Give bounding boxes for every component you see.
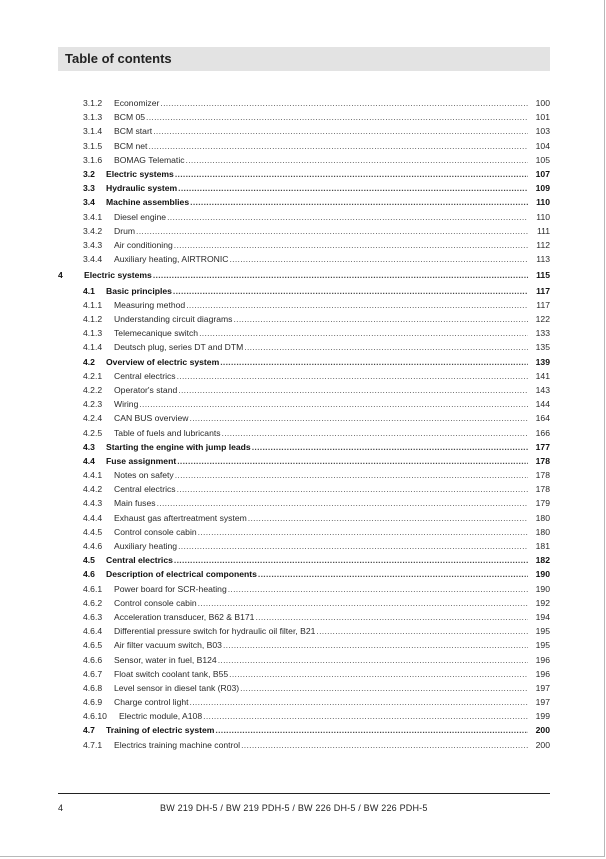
- toc-entry-title: Electrics training machine control: [114, 739, 241, 750]
- dot-leader: [215, 723, 528, 737]
- toc-entry-number: 3.4.1: [83, 211, 103, 222]
- toc-entry[interactable]: [58, 653, 550, 667]
- toc-entry-number: 3.1.2: [83, 98, 103, 108]
- toc-entry-page: 122: [535, 314, 550, 325]
- toc-entry-title: BCM 05: [114, 112, 146, 123]
- toc-entry-number: 4.6.3: [83, 611, 103, 622]
- toc-entry-number: 4.4.2: [83, 484, 103, 495]
- toc-entry-page: 109: [535, 183, 550, 194]
- toc-entry[interactable]: [58, 397, 550, 411]
- toc-entry-title-wrap: [106, 195, 528, 209]
- toc-entry-title-wrap: [114, 124, 528, 138]
- toc-entry-number: 4.4: [83, 455, 95, 466]
- toc-entry-number: 3.1.3: [83, 112, 103, 123]
- toc-entry-number: 4.6.10: [83, 711, 107, 722]
- toc-entry-title: Understanding circuit diagrams: [114, 314, 233, 325]
- toc-entry-page: 178: [535, 470, 550, 481]
- toc-entry-number: 4.6: [83, 569, 95, 580]
- toc-entry-title-wrap: [114, 153, 528, 167]
- toc-entry-title: Charge control light: [114, 697, 189, 708]
- toc-entry[interactable]: [58, 383, 550, 397]
- toc-entry-title: Electric module, A108: [119, 711, 203, 722]
- toc-entry-number: 4.6.7: [83, 668, 103, 679]
- toc-entry-title-wrap: [106, 567, 528, 581]
- dot-leader: [255, 610, 528, 624]
- toc-entry-title: Machine assemblies: [106, 197, 190, 208]
- toc-entry[interactable]: [58, 284, 550, 298]
- toc-entry-number: 4.4.1: [83, 470, 103, 481]
- toc-entry-title-wrap: [114, 383, 528, 397]
- toc-entry-title: Control console cabin: [114, 526, 197, 537]
- toc-entry-title-wrap: [106, 355, 528, 369]
- toc-entry-number: 4.6.8: [83, 682, 103, 693]
- toc-entry[interactable]: [58, 426, 550, 440]
- toc-entry-title: Starting the engine with jump leads: [106, 441, 251, 452]
- dot-leader: [146, 110, 528, 124]
- toc-entry-title: Air conditioning: [114, 239, 173, 250]
- toc-entry-title: Differential pressure switch for hydraulic oil filter, B21: [114, 626, 316, 637]
- dot-leader: [220, 355, 528, 369]
- footer-model-line: BW 219 DH-5 / BW 219 PDH-5 / BW 226 DH-5 / BW 226 PDH-5: [160, 803, 428, 813]
- toc-entry-number: 4.4.3: [83, 498, 103, 509]
- toc-entry-title: Auxiliary heating: [114, 541, 178, 552]
- toc-entry-title-wrap: [114, 638, 528, 652]
- toc-entry-page: 141: [535, 370, 550, 381]
- toc-entry-title: BOMAG Telematic: [114, 154, 185, 165]
- toc-entry-page: 112: [536, 239, 550, 250]
- toc-entry-page: 181: [535, 541, 550, 552]
- toc-entry-title: Drum: [114, 225, 136, 236]
- dot-leader: [258, 567, 528, 581]
- toc-entry-page: 164: [535, 413, 550, 424]
- toc-entry-page: 179: [535, 498, 550, 509]
- toc-entry-number: 3.1.6: [83, 154, 103, 165]
- toc-entry-title-wrap: [114, 397, 528, 411]
- toc-entry-title: Acceleration transducer, B62 & B171: [114, 611, 255, 622]
- dot-leader: [228, 582, 528, 596]
- toc-entry-page: 195: [535, 626, 550, 637]
- toc-entry-number: 4.2.5: [83, 427, 103, 438]
- dot-leader: [241, 738, 528, 752]
- toc-entry[interactable]: [58, 96, 550, 110]
- toc-entry-page: 180: [535, 526, 550, 537]
- toc-entry-page: 166: [535, 427, 550, 438]
- toc-entry[interactable]: [58, 267, 550, 283]
- toc-entry[interactable]: [58, 340, 550, 354]
- toc-entry-title: Notes on safety: [114, 470, 174, 481]
- toc-entry-title: Central electrics: [106, 555, 173, 566]
- toc-entry-title: Power board for SCR-heating: [114, 583, 227, 594]
- toc-entry-title-wrap: [114, 238, 528, 252]
- toc-entry-page: 178: [535, 455, 550, 466]
- dot-leader: [186, 153, 528, 167]
- toc-entry-number: 4.6.2: [83, 597, 103, 608]
- toc-entry-title-wrap: [114, 653, 528, 667]
- toc-entry[interactable]: [58, 440, 550, 454]
- toc-entry-title: Deutsch plug, series DT and DTM: [114, 342, 244, 353]
- toc-entry-title-wrap: [114, 539, 528, 553]
- toc-entry-page: 111: [536, 225, 550, 236]
- toc-entry[interactable]: [58, 511, 550, 525]
- dot-leader: [203, 709, 528, 723]
- dot-leader: [186, 298, 528, 312]
- toc-entry-title-wrap: [114, 139, 528, 153]
- dot-leader: [173, 284, 528, 298]
- toc-entry-title-wrap: [114, 298, 528, 312]
- toc-entry-title-wrap: [114, 312, 528, 326]
- toc-entry[interactable]: [58, 624, 550, 638]
- dot-leader: [218, 653, 528, 667]
- toc-entry-number: 4.3: [83, 441, 95, 452]
- dot-leader: [233, 312, 528, 326]
- toc-entry-title: Electric systems: [84, 270, 152, 281]
- toc-entry-page: 200: [535, 725, 550, 736]
- toc-entry-number: 4.4.4: [83, 512, 103, 523]
- toc-entry-title-wrap: [114, 96, 528, 110]
- toc-entry-page: 101: [535, 112, 550, 123]
- toc-entry-page: 197: [535, 682, 550, 693]
- toc-entry-page: 195: [535, 640, 550, 651]
- toc-entry-title: Central electrics: [114, 484, 176, 495]
- toc-entry[interactable]: [58, 355, 550, 369]
- toc-entry[interactable]: [58, 482, 550, 496]
- toc-entry[interactable]: [58, 124, 550, 138]
- toc-entry-number: 4.1.2: [83, 314, 103, 325]
- toc-entry-title-wrap: [106, 454, 528, 468]
- toc-entry[interactable]: [58, 695, 550, 709]
- toc-entry-number: 3.3: [83, 183, 95, 194]
- toc-entry[interactable]: [58, 567, 550, 581]
- toc-entry[interactable]: [58, 709, 550, 723]
- toc-entry-number: 4.2: [83, 356, 95, 367]
- toc-entry[interactable]: [58, 525, 550, 539]
- toc-entry-page: 135: [535, 342, 550, 353]
- toc-entry[interactable]: [58, 582, 550, 596]
- toc-entry[interactable]: [58, 167, 550, 181]
- toc-entry-title-wrap: [106, 440, 528, 454]
- toc-entry[interactable]: [58, 553, 550, 567]
- toc-entry-title-wrap: [114, 468, 528, 482]
- toc-entry-title: Telemecanique switch: [114, 328, 199, 339]
- footer-divider: [58, 793, 550, 794]
- dot-leader: [244, 340, 528, 354]
- toc-entry-title-wrap: [106, 167, 528, 181]
- toc-entry-title: Central electrics: [114, 370, 176, 381]
- toc-entry-title: Training of electric system: [106, 725, 215, 736]
- toc-entry-title: Basic principles: [106, 285, 172, 296]
- toc-entry-number: 4.6.5: [83, 640, 103, 651]
- toc-entry-title: Description of electrical components: [106, 569, 257, 580]
- dot-leader: [139, 397, 528, 411]
- toc-entry-title: BCM net: [114, 140, 148, 151]
- toc-entry[interactable]: [58, 181, 550, 195]
- toc-entry[interactable]: [58, 411, 550, 425]
- toc-entry-title-wrap: [114, 681, 528, 695]
- toc-entry-number: 4.4.6: [83, 541, 103, 552]
- toc-entry[interactable]: [58, 454, 550, 468]
- toc-entry-title-wrap: [114, 525, 528, 539]
- toc-entry-title: Overview of electric system: [106, 356, 220, 367]
- toc-entry-number: 3.4: [83, 197, 95, 208]
- toc-entry[interactable]: [58, 723, 550, 737]
- toc-entry[interactable]: [58, 681, 550, 695]
- toc-entry-number: 4.7.1: [83, 739, 103, 750]
- toc-entry-number: 3.1.4: [83, 126, 103, 137]
- dot-leader: [198, 525, 528, 539]
- page-title: Table of contents: [65, 51, 172, 66]
- toc-entry-number: 4.1.1: [83, 299, 103, 310]
- toc-entry-number: 4.1: [83, 285, 95, 296]
- toc-entry-title-wrap: [114, 695, 528, 709]
- toc-entry-title-wrap: [114, 610, 528, 624]
- dot-leader: [178, 383, 528, 397]
- toc-entry-title: Wiring: [114, 399, 139, 410]
- dot-leader: [240, 681, 528, 695]
- toc-entry-title: Operator's stand: [114, 384, 178, 395]
- toc-entry-title: Table of fuels and lubricants: [114, 427, 221, 438]
- toc-entry-title: Fuse assignment: [106, 455, 177, 466]
- toc-entry[interactable]: [58, 153, 550, 167]
- toc-entry-page: 197: [535, 697, 550, 708]
- dot-leader: [175, 167, 528, 181]
- toc-entry[interactable]: [58, 195, 550, 209]
- toc-entry-title: Control console cabin: [114, 597, 197, 608]
- toc-entry-page: 100: [535, 98, 550, 108]
- toc-entry[interactable]: [58, 667, 550, 681]
- dot-leader: [157, 496, 528, 510]
- toc-entry-title-wrap: [114, 110, 528, 124]
- toc-entry[interactable]: [58, 312, 550, 326]
- toc-entry-title: Measuring method: [114, 299, 186, 310]
- dot-leader: [190, 695, 528, 709]
- dot-leader: [174, 238, 528, 252]
- toc-entry-page: 105: [535, 154, 550, 165]
- toc-entry-page: 180: [535, 512, 550, 523]
- toc-entry-title: CAN BUS overview: [114, 413, 189, 424]
- dot-leader: [316, 624, 528, 638]
- toc-entry[interactable]: [58, 110, 550, 124]
- toc-entry-number: 4.6.1: [83, 583, 103, 594]
- table-of-contents: [58, 96, 550, 752]
- toc-entry-page: 190: [535, 583, 550, 594]
- toc-entry[interactable]: [58, 326, 550, 340]
- toc-entry-title-wrap: [114, 596, 528, 610]
- toc-entry-title-wrap: [106, 553, 528, 567]
- toc-entry-page: 110: [536, 197, 550, 208]
- toc-entry[interactable]: [58, 596, 550, 610]
- toc-entry-title-wrap: [114, 667, 528, 681]
- dot-leader: [136, 224, 528, 238]
- dot-leader: [174, 553, 528, 567]
- dot-leader: [175, 468, 528, 482]
- dot-leader: [229, 252, 528, 266]
- toc-entry-title: BCM start: [114, 126, 153, 137]
- toc-entry-number: 4.6.4: [83, 626, 103, 637]
- toc-entry[interactable]: [58, 638, 550, 652]
- toc-entry-number: 4.1.3: [83, 328, 103, 339]
- dot-leader: [178, 539, 528, 553]
- toc-entry[interactable]: [58, 610, 550, 624]
- toc-entry-page: 110: [536, 211, 550, 222]
- toc-entry-title-wrap: [114, 426, 528, 440]
- dot-leader: [177, 482, 528, 496]
- toc-entry-title-wrap: [84, 267, 528, 283]
- toc-entry-title-wrap: [114, 411, 528, 425]
- toc-entry-number: 4.6.9: [83, 697, 103, 708]
- dot-leader: [198, 596, 528, 610]
- toc-entry-page: 143: [535, 384, 550, 395]
- toc-entry[interactable]: [58, 738, 550, 752]
- toc-entry-number: 4: [58, 270, 63, 281]
- toc-entry-title-wrap: [114, 482, 528, 496]
- toc-entry-title: Main fuses: [114, 498, 156, 509]
- toc-entry-number: 4.6.6: [83, 654, 103, 665]
- toc-entry-number: 4.2.4: [83, 413, 103, 424]
- toc-entry-number: 4.2.2: [83, 384, 103, 395]
- toc-entry-number: 3.4.4: [83, 254, 103, 265]
- toc-entry-number: 4.1.4: [83, 342, 103, 353]
- section-header: [58, 47, 550, 71]
- toc-entry-title: Sensor, water in fuel, B124: [114, 654, 217, 665]
- toc-entry-number: 4.2.3: [83, 399, 103, 410]
- dot-leader: [248, 511, 528, 525]
- toc-entry-title-wrap: [114, 224, 528, 238]
- dot-leader: [229, 667, 528, 681]
- toc-entry-number: 3.2: [83, 168, 95, 179]
- toc-entry-title: Economizer: [114, 98, 160, 108]
- toc-entry-title-wrap: [114, 582, 528, 596]
- toc-entry-title-wrap: [114, 210, 528, 224]
- toc-entry-page: 107: [535, 168, 550, 179]
- dot-leader: [177, 454, 528, 468]
- toc-entry-title: Exhaust gas aftertreatment system: [114, 512, 247, 523]
- dot-leader: [178, 181, 528, 195]
- toc-entry-page: 199: [535, 711, 550, 722]
- toc-entry-title-wrap: [106, 284, 528, 298]
- toc-entry-number: 3.4.2: [83, 225, 103, 236]
- dot-leader: [148, 139, 528, 153]
- toc-entry-title: Float switch coolant tank, B55: [114, 668, 229, 679]
- toc-entry-title-wrap: [114, 369, 528, 383]
- toc-entry-page: 144: [535, 399, 550, 410]
- footer-page-number: 4: [58, 803, 64, 813]
- toc-entry-page: 103: [535, 126, 550, 137]
- toc-entry-title-wrap: [106, 723, 528, 737]
- toc-entry-number: 4.5: [83, 555, 95, 566]
- toc-entry-title-wrap: [106, 181, 528, 195]
- toc-entry-page: 200: [535, 739, 550, 750]
- toc-entry-page: 104: [535, 140, 550, 151]
- toc-entry-title: Electric systems: [106, 168, 174, 179]
- toc-entry-page: 196: [535, 668, 550, 679]
- toc-entry-title-wrap: [114, 340, 528, 354]
- dot-leader: [167, 210, 528, 224]
- dot-leader: [153, 124, 528, 138]
- toc-entry-page: 196: [535, 654, 550, 665]
- toc-entry-page: 139: [535, 356, 550, 367]
- toc-entry-number: 4.7: [83, 725, 95, 736]
- toc-entry-title: Diesel engine: [114, 211, 167, 222]
- toc-entry-title: Air filter vacuum switch, B03: [114, 640, 222, 651]
- toc-entry-page: 177: [535, 441, 550, 452]
- toc-entry-page: 115: [536, 270, 550, 281]
- toc-entry[interactable]: [58, 224, 550, 238]
- toc-entry-page: 178: [535, 484, 550, 495]
- toc-entry-page: 192: [535, 597, 550, 608]
- toc-entry-page: 190: [535, 569, 550, 580]
- toc-entry[interactable]: [58, 539, 550, 553]
- dot-leader: [190, 195, 528, 209]
- toc-entry-title-wrap: [114, 252, 528, 266]
- toc-entry-number: 3.4.3: [83, 239, 103, 250]
- dot-leader: [160, 96, 528, 110]
- toc-entry[interactable]: [58, 139, 550, 153]
- toc-entry-page: 117: [536, 285, 550, 296]
- toc-entry-title-wrap: [119, 709, 528, 723]
- toc-entry-title-wrap: [114, 738, 528, 752]
- toc-entry[interactable]: [58, 468, 550, 482]
- dot-leader: [223, 638, 528, 652]
- toc-entry[interactable]: [58, 252, 550, 266]
- toc-entry[interactable]: [58, 369, 550, 383]
- toc-entry-page: 133: [535, 328, 550, 339]
- toc-entry-page: 113: [536, 254, 550, 265]
- dot-leader: [222, 426, 528, 440]
- toc-entry[interactable]: [58, 210, 550, 224]
- toc-entry-title-wrap: [114, 326, 528, 340]
- toc-entry-page: 117: [536, 299, 550, 310]
- toc-entry[interactable]: [58, 496, 550, 510]
- toc-entry[interactable]: [58, 298, 550, 312]
- toc-entry-title: Level sensor in diesel tank (R03): [114, 682, 240, 693]
- dot-leader: [199, 326, 528, 340]
- toc-entry-number: 4.2.1: [83, 370, 103, 381]
- toc-entry-number: 3.1.5: [83, 140, 103, 151]
- toc-entry[interactable]: [58, 238, 550, 252]
- toc-entry-title: Hydraulic system: [106, 183, 178, 194]
- toc-entry-title: Auxiliary heating, AIRTRONIC: [114, 254, 229, 265]
- toc-entry-page: 194: [535, 611, 550, 622]
- dot-leader: [177, 369, 528, 383]
- toc-entry-number: 4.4.5: [83, 526, 103, 537]
- toc-entry-title-wrap: [114, 624, 528, 638]
- dot-leader: [190, 411, 529, 425]
- toc-entry-title-wrap: [114, 496, 528, 510]
- dot-leader: [252, 440, 528, 454]
- dot-leader: [153, 267, 528, 283]
- toc-entry-page: 182: [535, 555, 550, 566]
- toc-entry-title-wrap: [114, 511, 528, 525]
